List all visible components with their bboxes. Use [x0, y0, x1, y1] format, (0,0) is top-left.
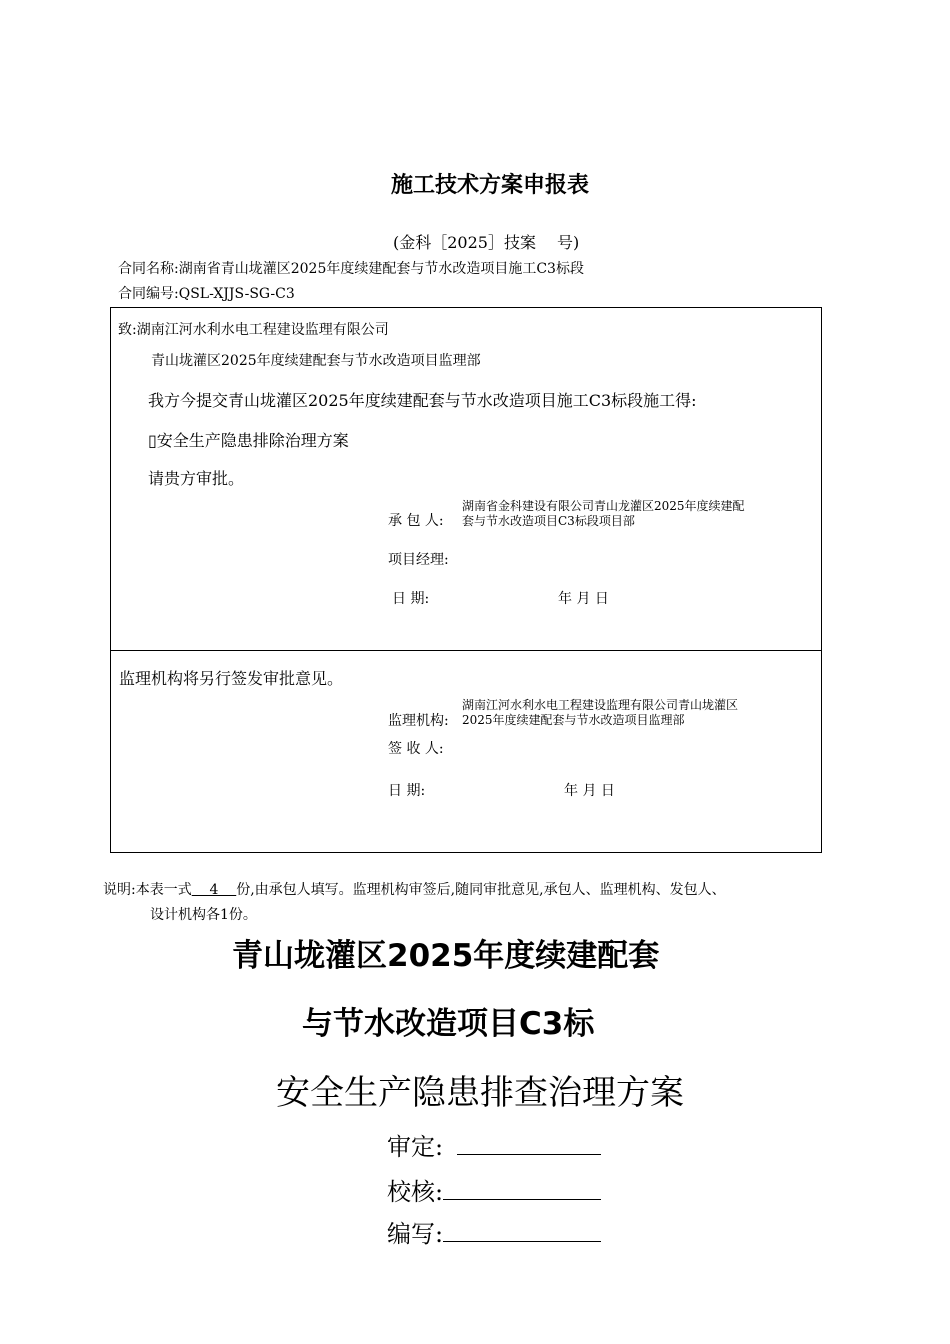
check-blank[interactable] [443, 1179, 601, 1200]
project-manager-label: 项目经理: [388, 552, 449, 568]
cover-title-line3: 安全生产隐患排查治理方案 [276, 1073, 684, 1113]
supervision-note: 监理机构将另行签发审批意见。 [119, 669, 344, 688]
upper-date-ymd: 年 月 日 [558, 591, 609, 607]
review-row [387, 1127, 601, 1162]
submitted-item: ▯安全生产隐患排除治理方案 [148, 431, 349, 450]
footnote-line1 [103, 879, 726, 899]
review-blank[interactable] [457, 1134, 601, 1155]
receiver-label: 签 收 人: [388, 741, 444, 757]
supervision-org-label: 监理机构: [388, 713, 449, 729]
contractor-value: 湖南省金科建设有限公司青山龙灌区2025年度续建配套与节水改造项目C3标段项目部 [462, 499, 745, 528]
supervision-org-value: 湖南江河水利水电工程建设监理有限公司青山垅灌区2025年度续建配套与节水改造项目监理部 [462, 698, 739, 727]
footnote-line2: 设计机构各1份。 [150, 907, 257, 923]
form-serial: (金科［2025］技案 号) [393, 233, 580, 252]
lower-date-label: 日 期: [388, 783, 426, 799]
lower-date-ymd: 年 月 日 [564, 783, 615, 799]
check-label: 校核: [387, 1178, 444, 1206]
contractor-label: 承 包 人: [388, 513, 444, 529]
footnote-suffix: 份,由承包人填写。监理机构审签后,随同审批意见,承包人、监理机构、发包人、 [236, 882, 726, 898]
review-label: 审定: [387, 1133, 444, 1161]
submission-statement: 我方今提交青山垅灌区2025年度续建配套与节水改造项目施工C3标段施工得: [148, 391, 697, 410]
cover-title-line2: 与节水改造项目C3标 [302, 1006, 595, 1042]
footnote-copies: 4 [191, 882, 237, 898]
addressee-department: 青山垅灌区2025年度续建配套与节水改造项目监理部 [151, 353, 481, 369]
addressee-company: 致:湖南江河水利水电工程建设监理有限公司 [118, 322, 389, 338]
contract-name: 合同名称:湖南省青山垅灌区2025年度续建配套与节水改造项目施工C3标段 [118, 261, 584, 277]
contract-number: 合同编号:QSL-XJJS-SG-C3 [118, 286, 295, 302]
upper-date-label: 日 期: [392, 591, 430, 607]
write-blank[interactable] [443, 1221, 601, 1242]
write-row [387, 1214, 601, 1249]
write-label: 编写: [387, 1220, 444, 1248]
footnote-prefix: 说明:本表一式 [103, 882, 192, 898]
form-title: 施工技术方案申报表 [390, 172, 589, 198]
cover-title-line1: 青山垅灌区2025年度续建配套 [232, 938, 660, 974]
approval-request: 请贵方审批。 [148, 469, 245, 488]
check-row [387, 1172, 601, 1207]
